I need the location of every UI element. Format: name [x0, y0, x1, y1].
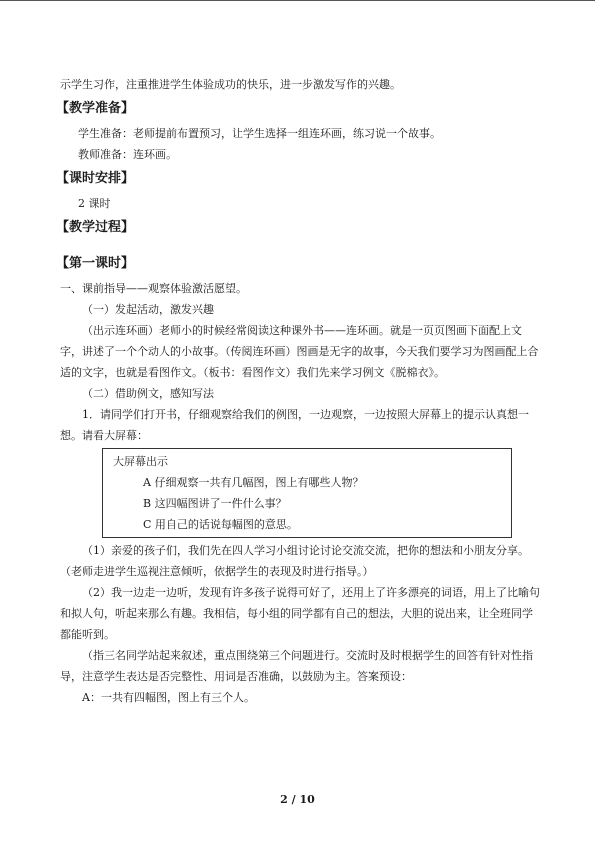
heading-lesson-one: 【第一课时】	[56, 256, 135, 271]
paragraph-one: （1）亲爱的孩子们，我们先在四人学习小组讨论讨论交流交流，把你的想法和小朋友分享。（老师走进学生巡视注意倾听，依据学生的表现及时进行指导。）	[60, 544, 529, 578]
document-body	[56, 74, 540, 708]
heading-process: 【教学过程】	[56, 220, 135, 235]
paragraph-three: （指三名同学站起来叙述，重点围绕第三个问题进行。交流时及时根据学生的回答有针对性指导，注意学生表达是否完整性、用词是否准确，以鼓励为主。答案预设：	[60, 649, 533, 683]
screen-prompt-title: 大屏幕出示	[113, 455, 168, 468]
student-preparation: 学生准备：老师提前布置预习，让学生选择一组连环画，练习说一个故事。	[78, 127, 441, 140]
section-one-title: 一、课前指导——观察体验激活愿望。	[60, 282, 247, 295]
paragraph-two: （2）我一边走一边听，发现有许多孩子说得可好了，还用上了许多漂亮的词语，用上了比喻句和拟人句，听起来那么有趣。我相信，每小组的同学都有自己的想法，大胆的说出来，让全班同学都能听到。	[60, 586, 540, 641]
intro-paragraph: 示学生习作，注重推进学生体验成功的快乐，进一步激发写作的兴趣。	[60, 78, 401, 91]
screen-prompt-item: C 用自己的话说每幅图的意思。	[143, 518, 298, 531]
answer-a: A：一共有四幅图，图上有三个人。	[82, 691, 255, 704]
sub-two-item-one: 1．请同学们打开书，仔细观察给我们的例图，一边观察，一边按照大屏幕上的提示认真想一想。请看大屏幕：	[60, 408, 529, 442]
header-rule	[0, 0, 595, 1]
screen-prompt-item: B 这四幅图讲了一件什么事？	[143, 497, 287, 510]
heading-preparation: 【教学准备】	[56, 101, 135, 116]
spacer	[60, 242, 540, 250]
page-number: 2 / 10	[280, 793, 315, 806]
sub-two-title: （二）借助例文，感知写法	[82, 387, 214, 400]
schedule-value: 2 课时	[78, 197, 111, 210]
heading-schedule: 【课时安排】	[56, 171, 135, 186]
sub-one-title: （一）发起活动，激发兴趣	[82, 303, 214, 316]
sub-one-text: （出示连环画）老师小的时候经常阅读这种课外书——连环画。就是一页页图画下面配上文字，讲述了一个个动人的小故事。（传阅连环画）图画是无字的故事，今天我们要学习为图画配上合适的文字，也就是看图作文。（板书：看图作文）我们先来学习例文《脱棉衣》。	[60, 324, 539, 379]
screen-prompt-box	[102, 448, 512, 538]
teacher-preparation: 教师准备：连环画。	[78, 148, 177, 161]
screen-prompt-item: A 仔细观察一共有几幅图，图上有哪些人物？	[143, 476, 364, 489]
